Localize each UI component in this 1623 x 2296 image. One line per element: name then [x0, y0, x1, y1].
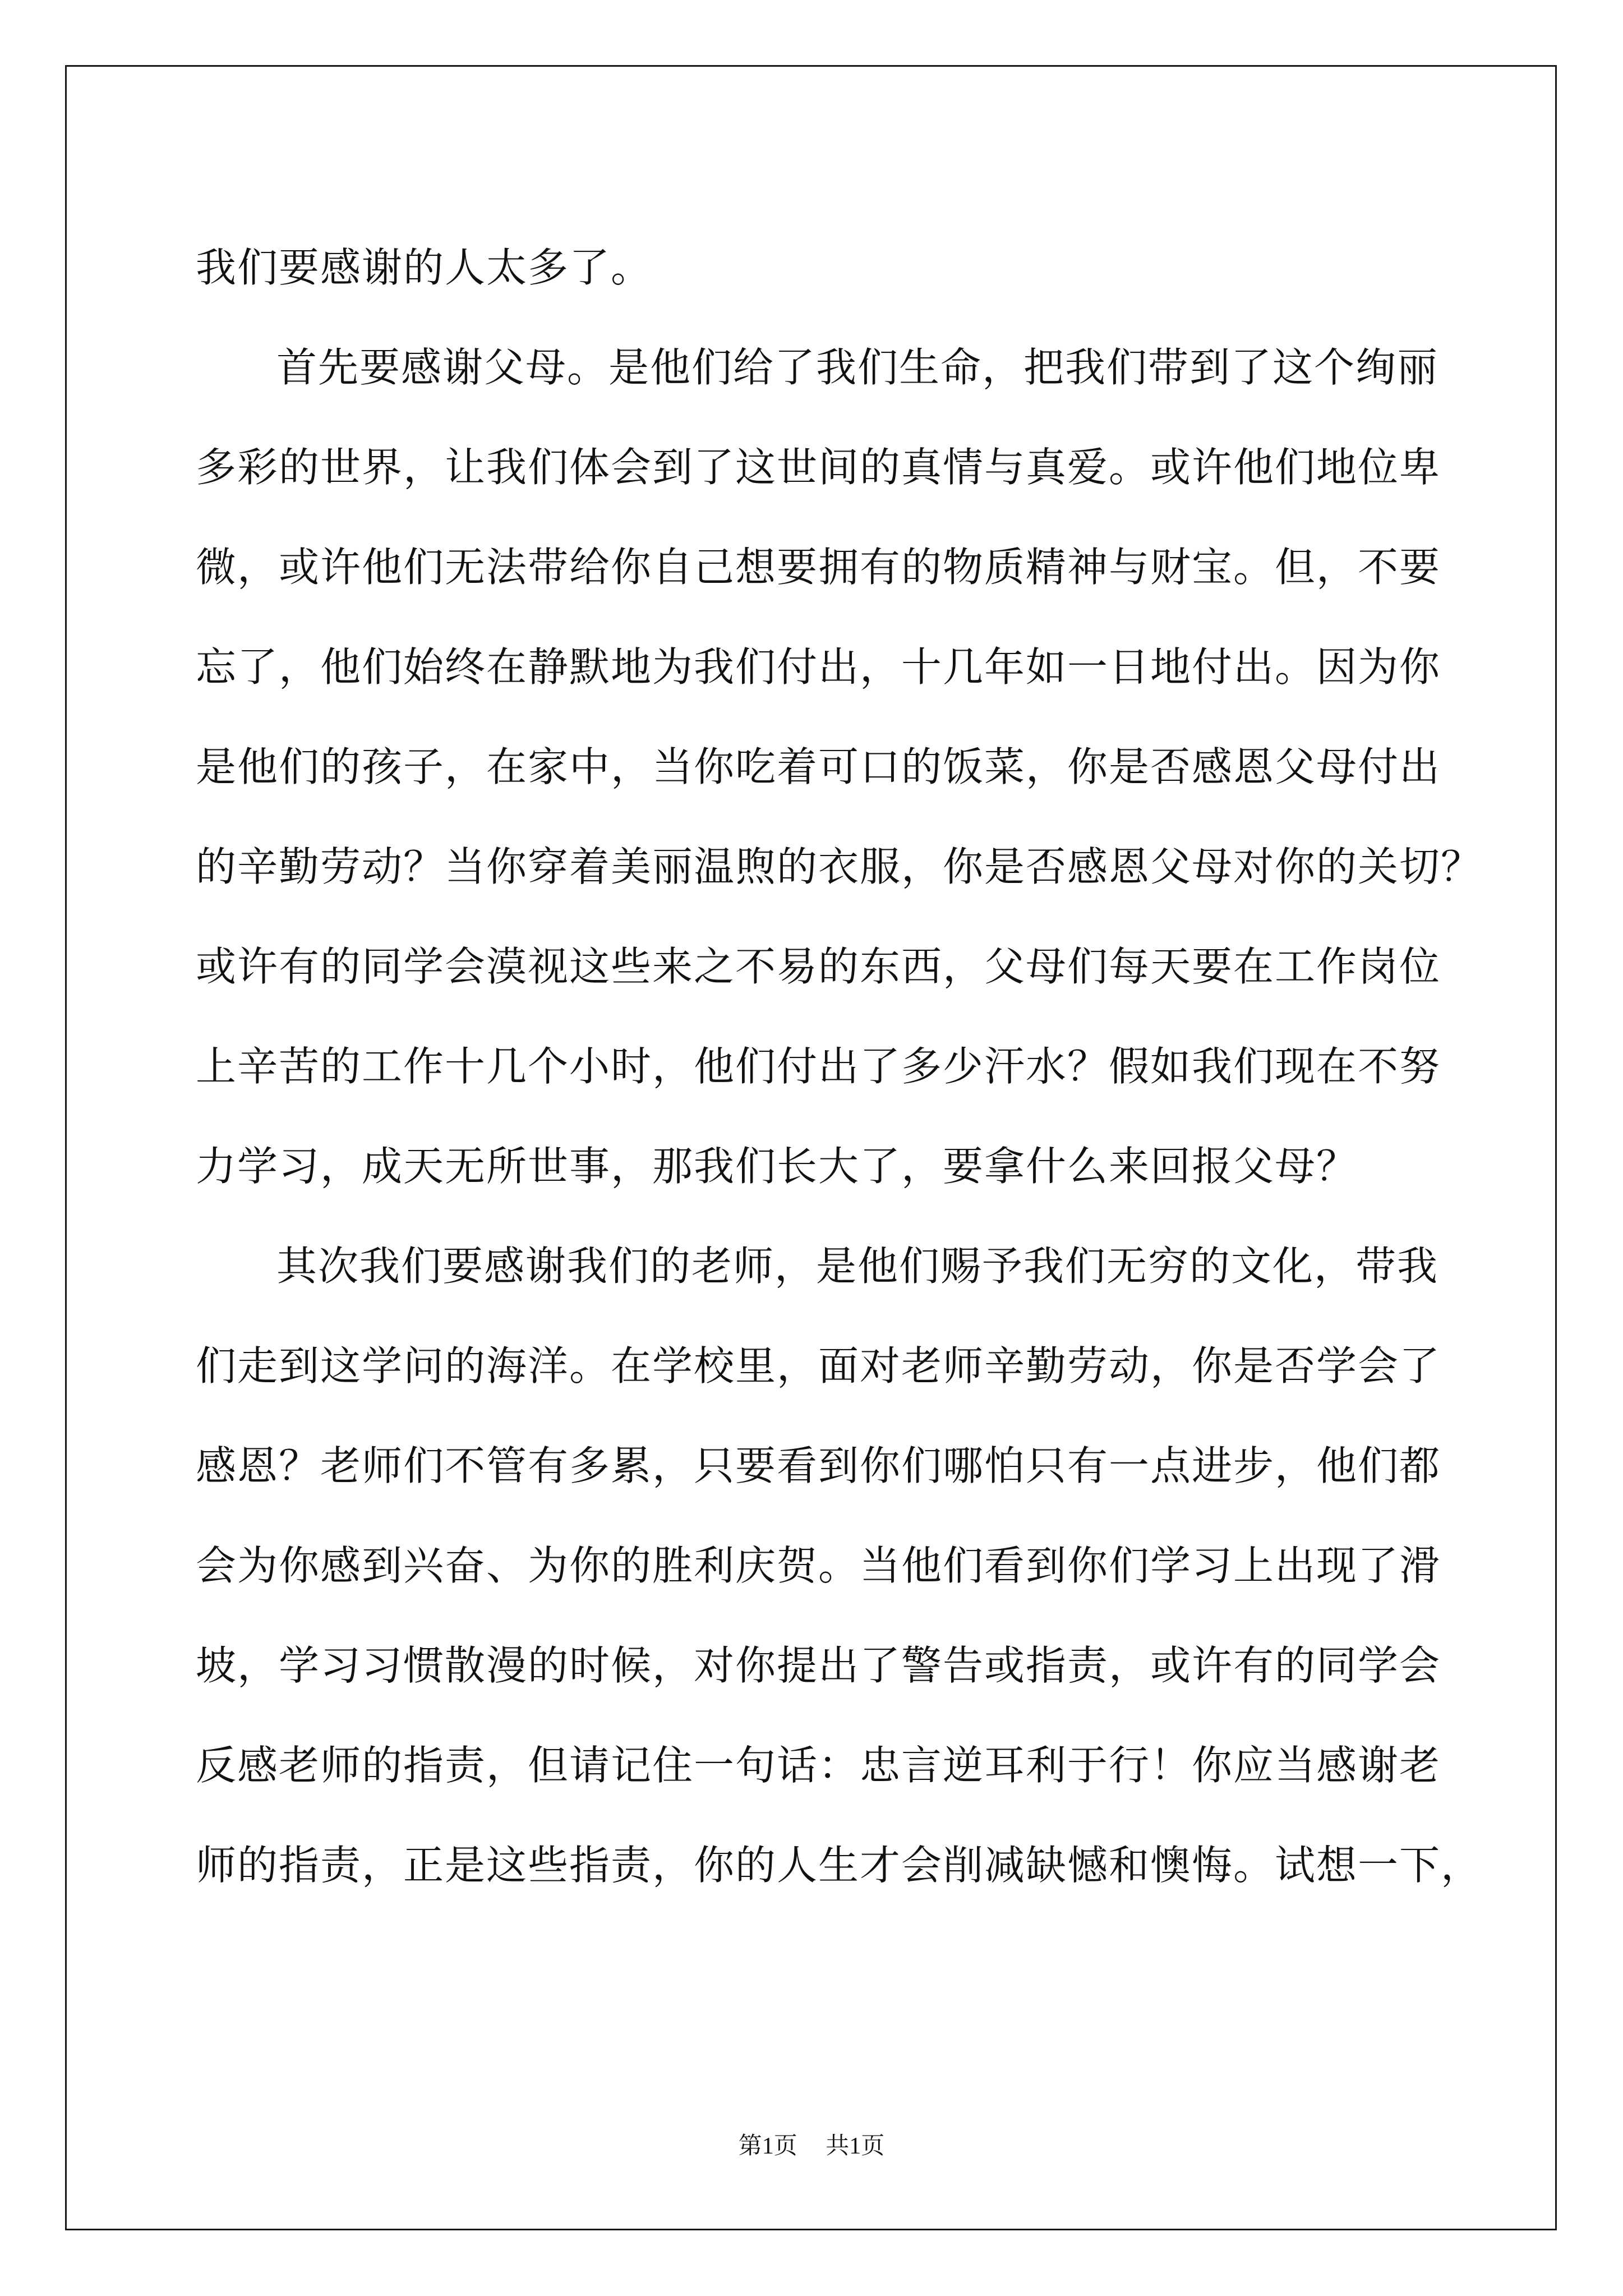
text-line: 上辛苦的工作十几个小时，他们付出了多少汗水？假如我们现在不努	[196, 1043, 1441, 1090]
page-total: 共1页	[826, 2133, 885, 2159]
text-line: 反感老师的指责，但请记住一句话：忠言逆耳利于行！你应当感谢老	[196, 1742, 1441, 1789]
paragraph-start-line: 首先要感谢父母。是他们给了我们生命，把我们带到了这个绚丽	[276, 344, 1439, 391]
text-line: 忘了，他们始终在静默地为我们付出，十几年如一日地付出。因为你	[196, 643, 1441, 691]
text-line: 多彩的世界，让我们体会到了这世间的真情与真爱。或许他们地位卑	[196, 444, 1441, 491]
page-number: 第1页	[738, 2133, 797, 2159]
text-line: 坡，学习习惯散漫的时候，对你提出了警告或指责，或许有的同学会	[196, 1642, 1441, 1689]
text-line: 会为你感到兴奋、为你的胜利庆贺。当他们看到你们学习上出现了滑	[196, 1542, 1441, 1589]
text-line: 微，或许他们无法带给你自己想要拥有的物质精神与财宝。但，不要	[196, 544, 1441, 591]
text-line: 感恩？老师们不管有多累，只要看到你们哪怕只有一点进步，他们都	[196, 1442, 1441, 1489]
paragraph-start-line: 其次我们要感谢我们的老师，是他们赐予我们无穷的文化，带我	[276, 1243, 1439, 1290]
text-line: 们走到这学问的海洋。在学校里，面对老师辛勤劳动，你是否学会了	[196, 1342, 1441, 1389]
page-footer	[0, 2127, 1623, 2161]
text-line: 力学习，成天无所世事，那我们长大了，要拿什么来回报父母？	[196, 1143, 1358, 1190]
document-body	[196, 218, 1483, 1915]
text-line: 师的指责，正是这些指责，你的人生才会削减缺憾和懊悔。试想一下，	[196, 1842, 1483, 1889]
text-line: 是他们的孩子，在家中，当你吃着可口的饭菜，你是否感恩父母付出	[196, 743, 1441, 790]
text-line: 或许有的同学会漠视这些来之不易的东西，父母们每天要在工作岗位	[196, 943, 1441, 990]
text-line: 我们要感谢的人太多了。	[196, 244, 653, 291]
text-line: 的辛勤劳动？当你穿着美丽温煦的衣服，你是否感恩父母对你的关切？	[196, 843, 1483, 890]
